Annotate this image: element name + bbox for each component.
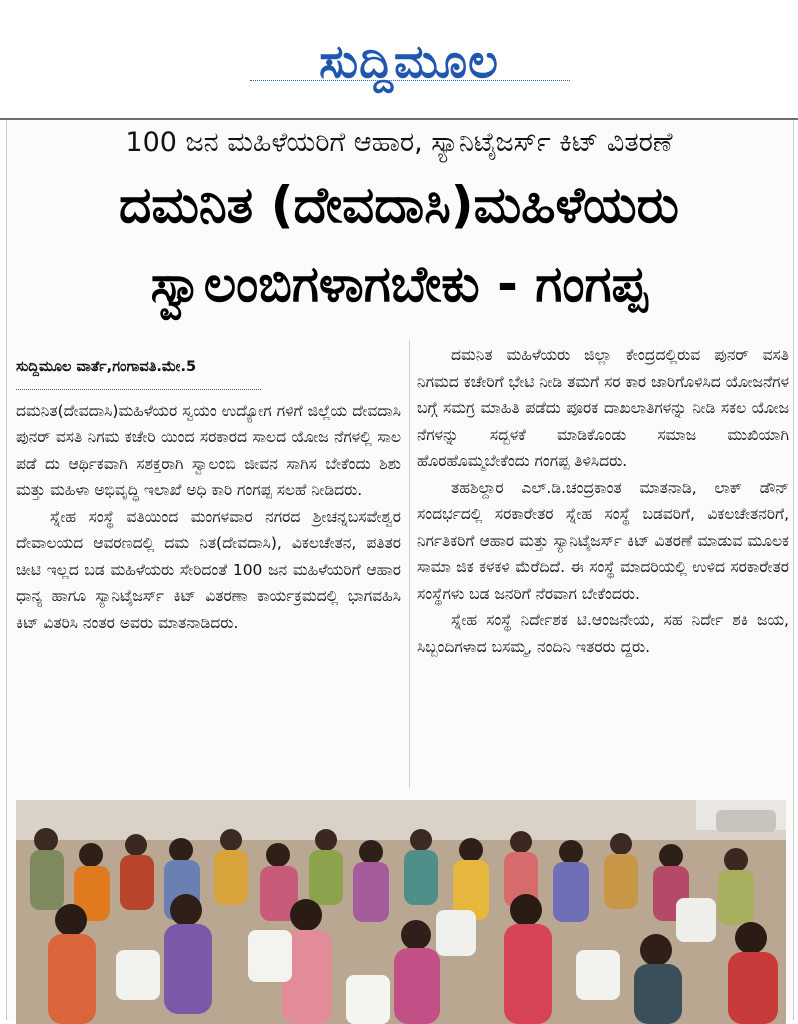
- masthead: [0, 0, 798, 120]
- paragraph: ದಮನಿತ(ದೇವದಾಸಿ)ಮಹಿಳೆಯರ ಸ್ವಯಂ ಉದ್ಯೋಗ ಗಳಿಗೆ ಜಿಲ್ಲೆಯ ದೇವದಾಸಿ ಪುನರ್ ವಸತಿ ನಿಗಮ ಕಚೇರಿ ಯಿಂದ ಸರಕಾರದ ಸಾಲದ ಯೋಜ ನೆಗಳಲ್ಲಿ ಸಾಲ ಪಡೆ ದು ಆರ್ಥಿಕವಾಗಿ ಸಶಕ್ತರಾಗಿ ಸ್ವಾಲಂಬಿ ಜೀವನ ಸಾಗಿಸ ಬೇಕೆಂದು ಶಿಶು ಮತ್ತು ಮಹಿಳಾ ಅಭಿವೃದ್ಧಿ ಇಲಾಖೆ ಅಧಿ ಕಾರಿ ಗಂಗಪ್ಪ ಸಲಹೆ ನೀಡಿದರು.: [16, 401, 401, 499]
- logo-tagline-rule: [250, 80, 570, 87]
- dateline-divider: [16, 389, 261, 390]
- logo-text: ಸುದ್ದಿಮೂಲ: [319, 34, 499, 88]
- article-kicker: 100 ಜನ ಮಹಿಳೆಯರಿಗೆ ಆಹಾರ, ಸ್ಯಾನಿಟೈಜರ್ಸ್ ಕಿಟ್ ವಿತರಣೆ: [125, 127, 673, 158]
- news-photo: [16, 800, 786, 1024]
- headline-line-2: ಸ್ವಾಲಂಬಿಗಳಾಗಬೇಕು - ಗಂಗಪ್ಪ: [150, 255, 648, 313]
- article-column-left: [16, 354, 401, 636]
- column-divider: [409, 340, 410, 788]
- paragraph: ಸ್ನೇಹ ಸಂಸ್ಥೆ ನಿರ್ದೇಶಕ ಟಿ.ಆಂಜನೇಯ, ಸಹ ನಿರ್ದೇ ಶಕಿ ಜಯ, ಸಿಬ್ಬಂದಿಗಳಾದ ಬಸಮ್ಮ, ನಂದಿನಿ ಇತರರು ದ್ದರು.: [417, 611, 789, 656]
- paragraph: ತಹಶಿಲ್ದಾರ ಎಲ್.ಡಿ.ಚಂದ್ರಕಾಂತ ಮಾತನಾಡಿ, ಲಾಕ್ ಡೌನ್ ಸಂದರ್ಭದಲ್ಲಿ ಸರಕಾರೇತರ ಸ್ನೇಹ ಸಂಸ್ಥೆ ಬಡವರಿಗೆ, ವಿಕಲಚೇತನರಿಗೆ, ನಿರ್ಗತಿಕರಿಗೆ ಆಹಾರ ಮತ್ತು ಸ್ಯಾನಿಟೈಜರ್ಸ್ ಕಿಟ್ ವಿತರಣೆ ಮಾಡುವ ಮೂಲಕ ಸಾಮಾ ಜಿಕ ಕಳಕಳಿ ಮೆರೆದಿದೆ. ಈ ಸಂಸ್ಥೆ ಮಾದರಿಯಲ್ಲಿ ಉಳಿದ ಸರಕಾರೇತರ ಸಂಸ್ಥೆಗಳು ಬಡ ಜನರಿಗೆ ನೆರವಾಗ ಬೇಕೆಂದರು.: [417, 478, 789, 603]
- crowd-photo-illustration: [16, 800, 786, 1024]
- dateline: ಸುದ್ದಿಮೂಲ ವಾರ್ತೆ,ಗಂಗಾವತಿ.ಮೇ.5: [16, 359, 197, 375]
- article-column-right: [417, 342, 789, 660]
- paragraph: ದಮನಿತ ಮಹಿಳೆಯರು ಜಿಲ್ಲಾ ಕೇಂದ್ರದಲ್ಲಿರುವ ಪುನರ್ ವಸತಿ ನಿಗಮದ ಕಚೇರಿಗೆ ಭೇಟಿ ನೀಡಿ ತಮಗೆ ಸರ ಕಾರ ಜಾರಿಗೊಳಿಸಿದ ಯೋಜನೆಗಳ ಬಗ್ಗೆ ಸಮಗ್ರ ಮಾಹಿತಿ ಪಡೆದು ಪೂರಕ ದಾಖಲಾತಿಗಳನ್ನು ನೀಡಿ ಸಕಲ ಯೋಜ ನೆಗಳನ್ನು ಸದ್ಬಳಕೆ ಮಾಡಿಕೊಂಡು ಸಮಾಜ ಮುಖಿಯಾಗಿ ಹೊರಹೊಮ್ಮಬೇಕೆಂದು ಗಂಗಪ್ಪ ತಿಳಿಸಿದರು.: [417, 346, 789, 470]
- headline-line-1: ದಮನಿತ (ದೇವದಾಸಿ)ಮಹಿಳೆಯರು: [119, 176, 679, 234]
- paragraph: ಸ್ನೇಹ ಸಂಸ್ಥೆ ವತಿಯಿಂದ ಮಂಗಳವಾರ ನಗರದ ಶ್ರೀಚನ್ನಬಸವೇಶ್ವರ ದೇವಾಲಯದ ಆವರಣದಲ್ಲಿ ದಮ ನಿತ(ದೇವದಾಸಿ), ವಿಕಲಚೇತನ, ಪತಿತರ ಚೀಟಿ ಇಲ್ಲದ ಬಡ ಮಹಿಳೆಯರು ಸೇರಿದಂತೆ 100 ಜನ ಮಹಿಳೆಯರಿಗೆ ಆಹಾರ ಧಾನ್ಯ ಹಾಗೂ ಸ್ಯಾನಿಟೈಜರ್ಸ್ ಕಿಟ್ ವಿತರಣಾ ಕಾರ್ಯಕ್ರಮದಲ್ಲಿ ಭಾಗವಹಿಸಿ ಕಿಟ್ ವಿತರಿಸಿ ನಂತರ ಅವರು ಮಾತನಾಡಿದರು.: [16, 507, 401, 632]
